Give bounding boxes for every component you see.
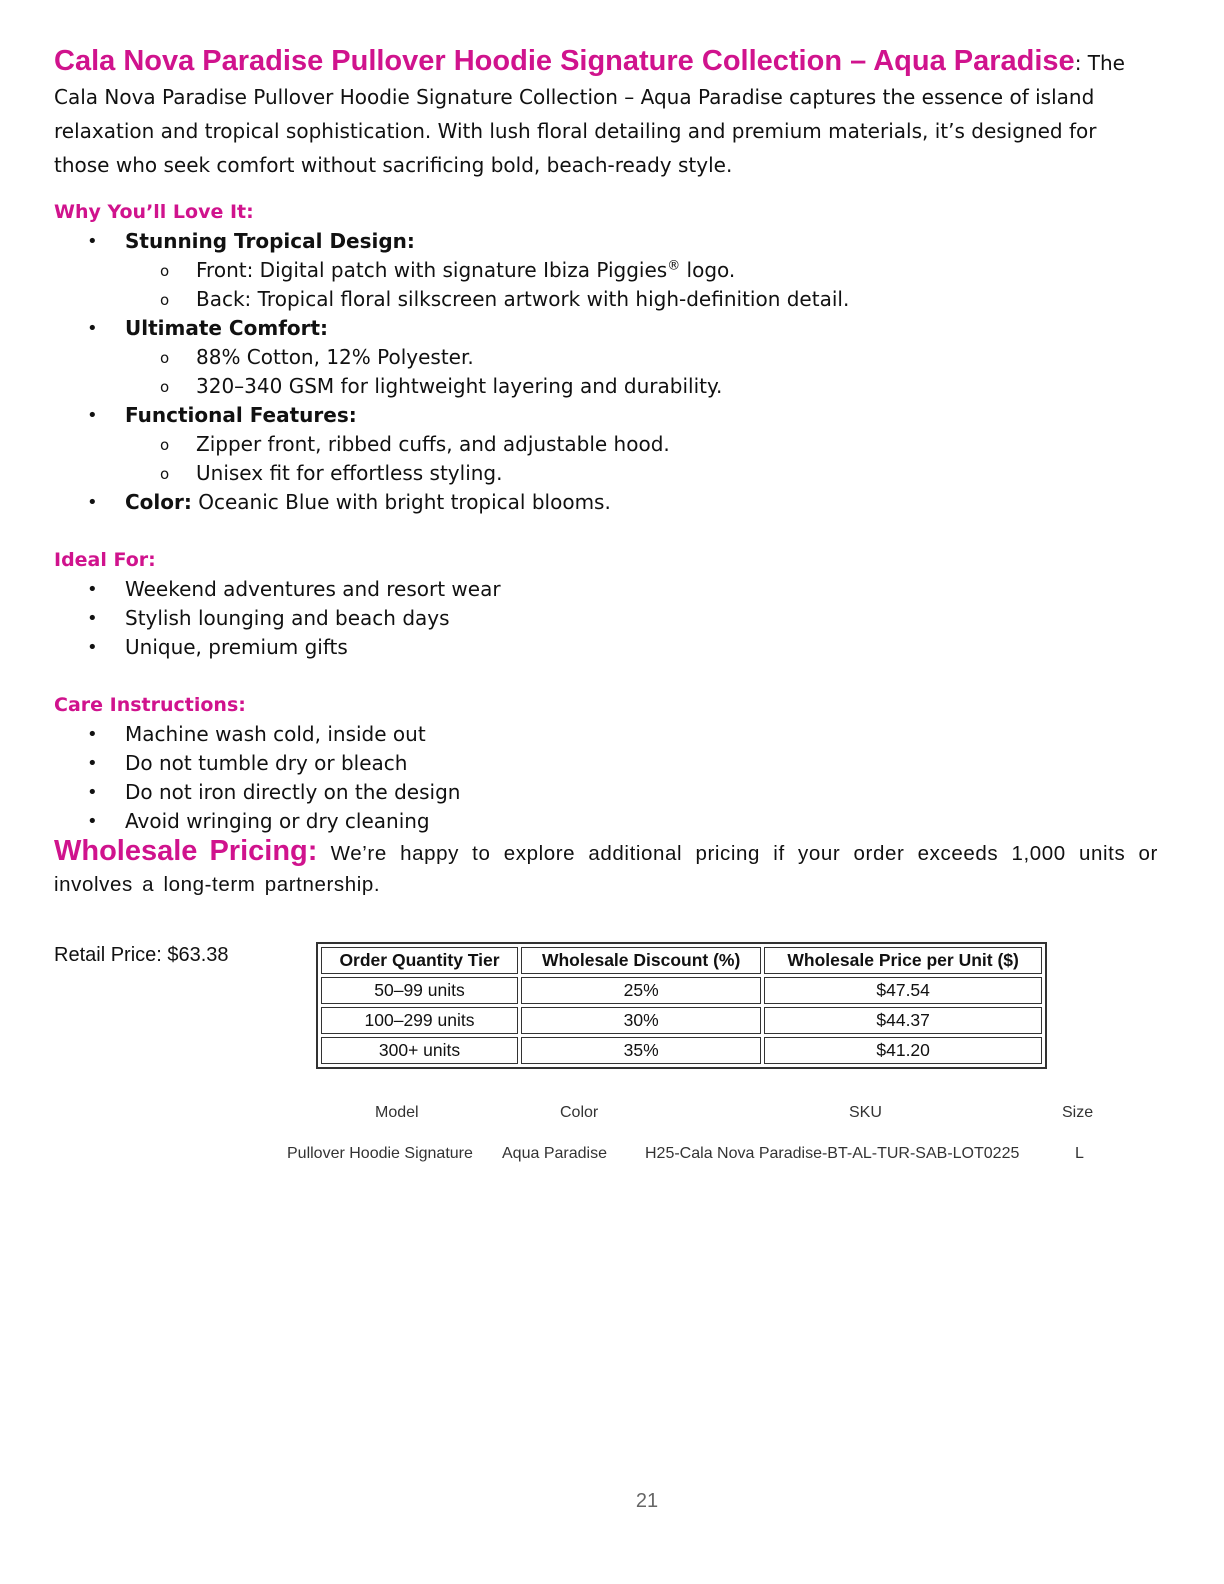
design-label: Stunning Tropical Design: — [125, 229, 415, 253]
list-item: o Unisex fit for effortless styling. — [125, 459, 1158, 488]
why-love-heading: Why You’ll Love It: — [54, 201, 254, 223]
model-value: Pullover Hoodie Signature — [287, 1145, 473, 1162]
wholesale-paragraph — [54, 836, 1158, 900]
table-cell: 100–299 units — [321, 1007, 518, 1034]
care-list — [54, 720, 1158, 836]
wholesale-heading: Wholesale Pricing: — [54, 835, 318, 867]
list-item: • Do not iron directly on the design — [54, 778, 1158, 807]
list-item: o 88% Cotton, 12% Polyester. — [125, 343, 1158, 372]
column-header: Wholesale Price per Unit ($) — [764, 947, 1042, 974]
page-number: 21 — [635, 1490, 659, 1512]
registered-mark: ® — [667, 258, 681, 274]
color-value: Oceanic Blue with bright tropical blooms. — [191, 490, 611, 514]
wholesale-pricing-table — [316, 942, 1047, 1069]
column-header: Order Quantity Tier — [321, 947, 518, 974]
comfort-label: Ultimate Comfort: — [125, 316, 329, 340]
table-cell: $47.54 — [764, 977, 1042, 1004]
list-item — [54, 314, 1158, 401]
table-cell: 25% — [521, 977, 761, 1004]
features-label: Functional Features: — [125, 403, 357, 427]
table-cell: $44.37 — [764, 1007, 1042, 1034]
color-label: Color: — [125, 490, 192, 514]
size-value: L — [1075, 1145, 1084, 1162]
color-header: Color — [560, 1104, 599, 1121]
list-item — [125, 256, 1158, 285]
list-item: • Stylish lounging and beach days — [54, 604, 1158, 633]
care-heading: Care Instructions: — [54, 694, 246, 716]
ideal-for-heading: Ideal For: — [54, 549, 156, 571]
why-love-list — [54, 227, 1158, 517]
list-item: • Do not tumble dry or bleach — [54, 749, 1158, 778]
comfort-sublist — [125, 343, 1158, 401]
wholesale-text: We’re happy to explore additional pricing if your order exceeds 1,000 units or involves a long-term partnership. — [54, 842, 1158, 896]
retail-price: Retail Price: $63.38 — [54, 944, 229, 966]
features-sublist — [125, 430, 1158, 488]
document-page — [54, 44, 1158, 900]
list-item: • Weekend adventures and resort wear — [54, 575, 1158, 604]
intro-text: : The Cala Nova Paradise Pullover Hoodie Signature Collection – Aqua Paradise captures the essence of island relaxation and tropical sophistication. With lush floral detailing and premium materials, it’s designed for those who seek comfort without sacrificing bold, beach-ready style. — [54, 51, 1125, 177]
table-cell: $41.20 — [764, 1037, 1042, 1064]
intro-paragraph — [54, 44, 1158, 182]
table-cell: 50–99 units — [321, 977, 518, 1004]
table-row — [321, 1037, 1042, 1064]
design-sublist — [125, 256, 1158, 314]
sku-value: H25-Cala Nova Paradise-BT-AL-TUR-SAB-LOT0225 — [645, 1145, 1020, 1162]
sku-header: SKU — [849, 1104, 882, 1121]
list-item — [54, 401, 1158, 488]
list-item: • Unique, premium gifts — [54, 633, 1158, 662]
table-cell: 300+ units — [321, 1037, 518, 1064]
list-item — [54, 227, 1158, 314]
table-row — [321, 977, 1042, 1004]
ideal-for-list — [54, 575, 1158, 662]
list-item: o Zipper front, ribbed cuffs, and adjustable hood. — [125, 430, 1158, 459]
table-header-row — [321, 947, 1042, 974]
product-title: Cala Nova Paradise Pullover Hoodie Signature Collection – Aqua Paradise — [54, 45, 1075, 77]
design-front-end: logo. — [680, 258, 736, 282]
list-item — [54, 488, 1158, 517]
list-item: • Avoid wringing or dry cleaning — [54, 807, 1158, 836]
size-header: Size — [1062, 1104, 1094, 1121]
table-row — [321, 1007, 1042, 1034]
list-item: o Back: Tropical floral silkscreen artwork with high-definition detail. — [125, 285, 1158, 314]
table-cell: 35% — [521, 1037, 761, 1064]
color-value: Aqua Paradise — [502, 1145, 607, 1162]
list-item: o 320–340 GSM for lightweight layering and durability. — [125, 372, 1158, 401]
list-item: • Machine wash cold, inside out — [54, 720, 1158, 749]
column-header: Wholesale Discount (%) — [521, 947, 761, 974]
design-front-text: Front: Digital patch with signature Ibiza Piggies — [196, 258, 668, 282]
table-cell: 30% — [521, 1007, 761, 1034]
model-header: Model — [375, 1104, 419, 1121]
